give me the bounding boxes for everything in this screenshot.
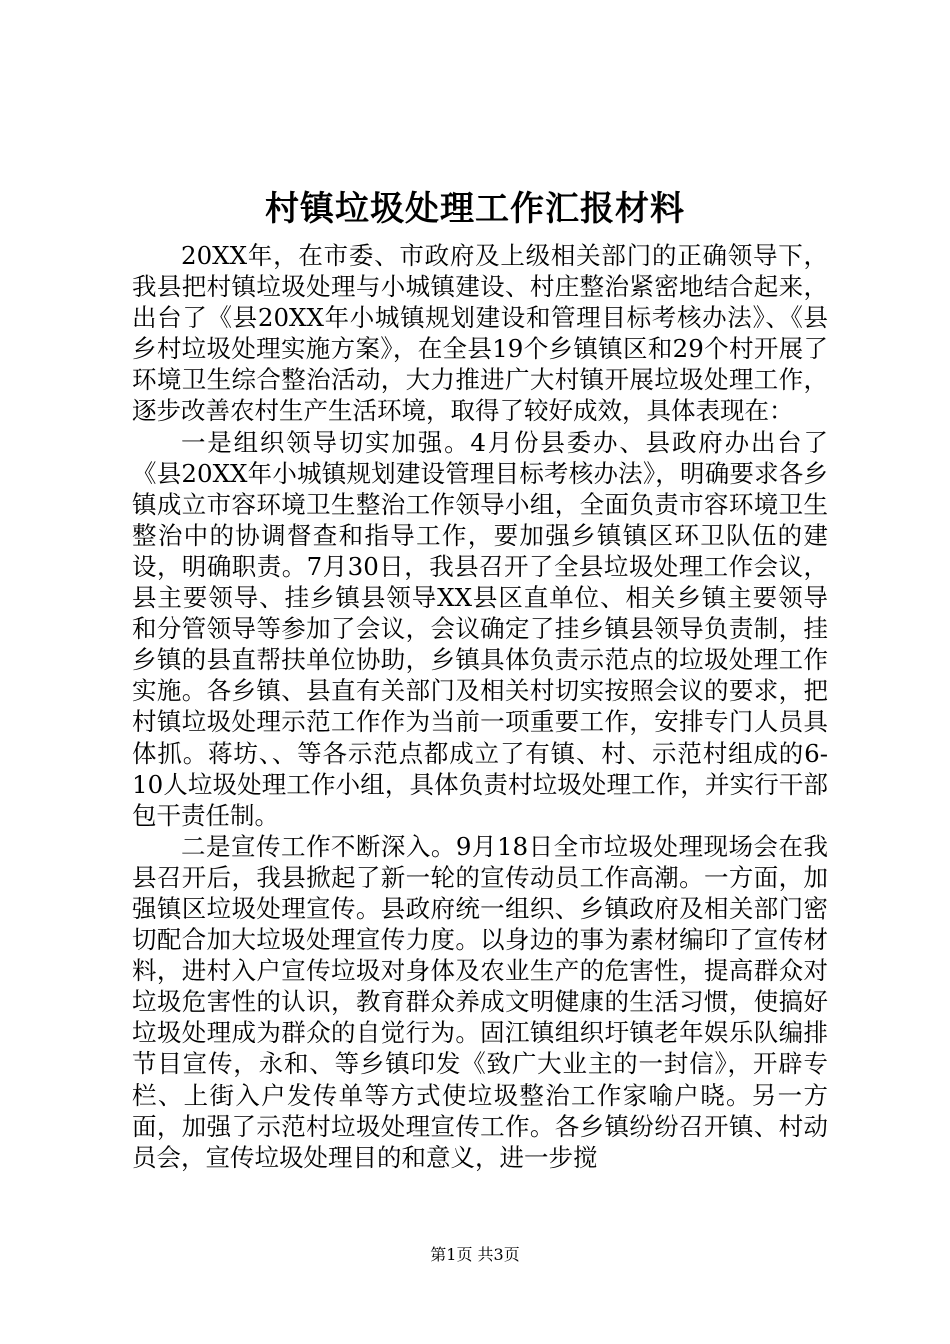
- document-title: 村镇垃圾处理工作汇报材料: [265, 189, 685, 229]
- paragraph-intro: 20XX年，在市委、市政府及上级相关部门的正确领导下，我县把村镇垃圾处理与小城镇建设、村庄整治紧密地结合起来，出台了《县20XX年小城镇规划建设和管理目标考核办法》、《县乡村垃圾处理实施方案》，在全县19个乡镇镇区和29个村开展了环境卫生综合整治活动，大力推进广大村镇开展垃圾处理工作，逐步改善农村生产生活环境，取得了较好成效，具体表现在：: [132, 241, 828, 426]
- page-number-footer: 第1页 共3页: [430, 1245, 520, 1264]
- paragraph-publicity: 二是宣传工作不断深入。9月18日全市垃圾处理现场会在我县召开后，我县掀起了新一轮的宣传动员工作高潮。一方面，加强镇区垃圾处理宣传。县政府统一组织、乡镇政府及相关部门密切配合加大垃圾处理宣传力度。以身边的事为素材编印了宣传材料，进村入户宣传垃圾对身体及农业生产的危害性，提高群众对垃圾危害性的认识，教育群众养成文明健康的生活习惯，使搞好垃圾处理成为群众的自觉行为。固江镇组织圩镇老年娱乐队编排节目宣传，永和、等乡镇印发《致广大业主的一封信》，开辟专栏、上街入户发传单等方式使垃圾整治工作家喻户晓。另一方面，加强了示范村垃圾处理宣传工作。各乡镇纷纷召开镇、村动员会，宣传垃圾处理目的和意义，进一步搅: [132, 831, 828, 1172]
- document-body: [132, 240, 828, 1173]
- paragraph-organization: 一是组织领导切实加强。4月份县委办、县政府办出台了《县20XX年小城镇规划建设管理目标考核办法》，明确要求各乡镇成立市容环境卫生整治工作领导小组，全面负责市容环境卫生整治中的协调督查和指导工作，要加强乡镇镇区环卫队伍的建设，明确职责。7月30日，我县召开了全县垃圾处理工作会议，县主要领导、挂乡镇县领导XX县区直单位、相关乡镇主要领导和分管领导等参加了会议，会议确定了挂乡镇县领导负责制，挂乡镇的县直帮扶单位协助，乡镇具体负责示范点的垃圾处理工作实施。各乡镇、县直有关部门及相关村切实按照会议的要求，把村镇垃圾处理示范工作作为当前一项重要工作，安排专门人员具体抓。蒋坊、、等各示范点都成立了有镇、村、示范村组成的6-10人垃圾处理工作小组，具体负责村垃圾处理工作，并实行干部包干责任制。: [132, 427, 828, 830]
